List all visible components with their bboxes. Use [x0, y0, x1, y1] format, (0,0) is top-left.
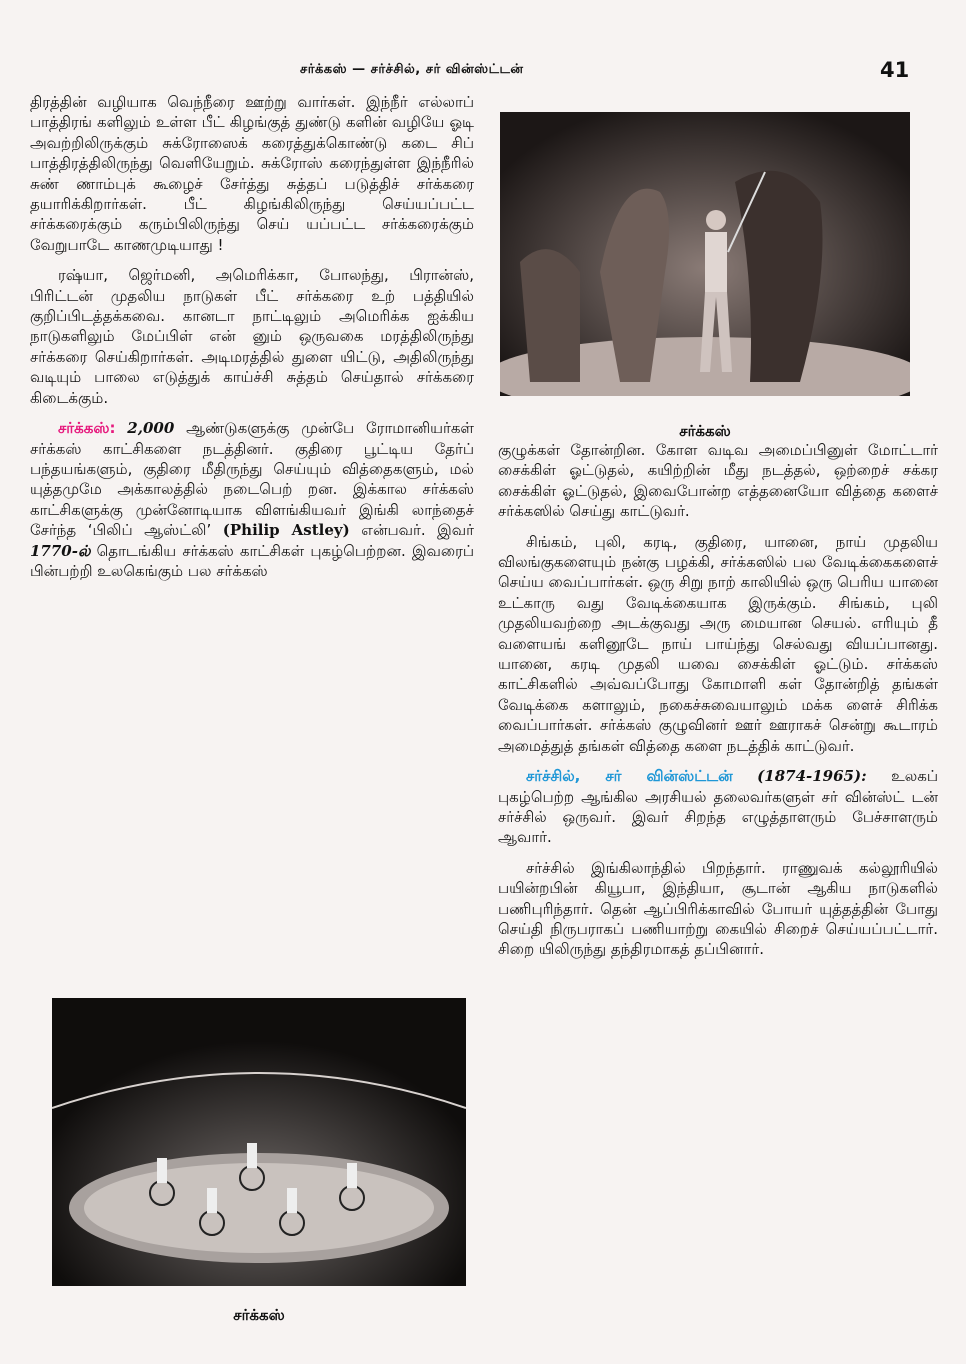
churchill-text-1: உலகப் புகழ்பெற்ற ஆங்கில அரசியல் தலைவர்களுள் சர் வின்ஸ்ட் டன் சர்ச்சில் ஒருவர். இவர் சிறந்த எழுத்தாளரும் பேச்சாளரும் ஆவார்.: [498, 767, 938, 847]
circus-text-2: என்பவர். இவர்: [361, 521, 474, 540]
circus-latin-name: (Philip Astley): [222, 521, 350, 540]
circus-year-2: 1770-ல்: [30, 541, 91, 560]
paragraph-churchill: [498, 766, 938, 848]
circus-text-3: தொடங்கிய சர்க்கஸ் காட்சிகள் புகழ்பெற்றன. இவரைப் பின்பற்றி உலகெங்கும் பல சர்க்கஸ்: [30, 541, 474, 580]
unicycle-photo-caption: சர்க்கஸ்: [233, 1306, 285, 1324]
paragraph-circus: [30, 418, 474, 581]
unicycle-circus-photo: [52, 998, 466, 1286]
paragraph-sugar-extraction: திரத்தின் வழியாக வெந்நீரை ஊற்று வார்கள். இந்நீர் எல்லாப் பாத்திரங் களிலும் உள்ள பீட் கிழங்குத் துண்டு களின் வழியே ஓடி அவற்றிலிருக்கும் சுக்ரோஸைக் கரைத்துக்கொண்டு கடை சிப் பாத்திரத்திலிருந்து வெளியேறும். சுக்ரோஸ் கரைந்துள்ள இந்நீரில் சுண் ணாம்புக் கூழைச் சேர்த்து சுத்தப் படுத்திச் சர்க்கரை தயாரிக்கிறார்கள். பீட் கிழங்கிலிருந்து செய்யப்பட்ட சர்க்கரைக்கும் கரும்பிலிருந்து செய் யப்பட்ட சர்க்கரைக்கும் வேறுபாடே காணமுடியாது !: [30, 93, 474, 254]
page-number: 41: [880, 58, 910, 82]
circus-text-1: ஆண்டுகளுக்கு முன்பே ரோமானியர்கள் சர்க்கஸ் காட்சிகளை நடத்தினர். குதிரை பூட்டிய தேர்ப் பந்தயங்களும், குதிரை மீதிருந்து செய்யும் வித்தைகளும், மல் யுத்தமுமே அக்காலத்தில் நடைபெற் றன. இக்கால சர்க்கஸ் காட்சிகளுக்கு முன்னோடியாக விளங்கியவர் இங்கி லாந்தைச் சேர்ந்த ‘பிலிப் ஆஸ்ட்லி’: [30, 419, 474, 540]
circus-heading: சர்க்கஸ்:: [58, 419, 116, 438]
churchill-years: (1874-1965):: [757, 767, 867, 786]
lion-photo-caption: சர்க்கஸ்: [679, 422, 731, 440]
left-column: [30, 92, 474, 591]
lion-tamer-photo: [500, 112, 910, 396]
paragraph-sugar-countries: ரஷ்யா, ஜெர்மனி, அமெரிக்கா, போலந்து, பிரான்ஸ், பிரிட்டன் முதலிய நாடுகள் பீட் சர்க்கரை உற் பத்தியில் குறிப்பிடத்தக்கவை. கானடா நாட்டிலும் அமெரிக்க ஐக்கிய நாடுகளிலும் மேப்பிள் என் னும் ஒருவகை மரத்திலிருந்து சர்க்கரை செய்கிறார்கள். அடிமரத்தில் துளை யிட்டு, அதிலிருந்து வடியும் பாலை எடுத்துக் காய்ச்சி சுத்தம் செய்தால் சர்க்கரை கிடைக்கும்.: [30, 266, 474, 407]
churchill-heading: சர்ச்சில், சர் வின்ஸ்ட்டன்: [526, 767, 733, 786]
paragraph-churchill-life: சர்ச்சில் இங்கிலாந்தில் பிறந்தார். ராணுவக் கல்லூரியில் பயின்றபின் கியூபா, இந்தியா, சூடான் ஆகிய நாடுகளில் பணிபுரிந்தார். தென் ஆப்பிரிக்காவில் போயர் யுத்தத்தின் போது செய்தி நிருபராகப் பணியாற்று கையில் சிறைச் செய்யப்பட்டார். சிறை யிலிருந்து தந்திரமாகத் தப்பினார்.: [498, 858, 938, 959]
running-title: சர்க்கஸ் — சர்ச்சில், சர் வின்ஸ்ட்டன்: [300, 62, 524, 77]
page-header: [0, 58, 966, 88]
right-column: [498, 440, 938, 970]
paragraph-circus-acts: குழுக்கள் தோன்றின. கோள வடிவ அமைப்பினுள் மோட்டார் சைக்கிள் ஓட்டுதல், கயிற்றின் மீது நடத்தல், ஒற்றைச் சக்கர சைக்கிள் ஓட்டுதல், இவைபோன்ற எத்தனையோ வித்தை களைச் சர்க்கஸில் செய்து காட்டுவர்.: [498, 441, 938, 521]
paragraph-circus-animals: சிங்கம், புலி, கரடி, குதிரை, யானை, நாய் முதலிய விலங்குகளையும் நன்கு பழக்கி, சர்க்கஸில் பல வேடிக்கைகளைச் செய்ய வைப்பார்கள். ஒரு சிறு நாற் காலியில் ஒரு பெரிய யானை உட்காரு வது வேடிக்கையாக இருக்கும். சிங்கம், புலி முதலியவற்றை அடக்குவது அரு மையான செயல். எரியும் தீ வளையங் களினூடே நாய் பாய்ந்து செல்வது வியப்பானது. யானை, கரடி முதலி யவை சைக்கிள் ஓட்டும். சர்க்கஸ் காட்சிகளில் அவ்வப்போது கோமாளி கள் தோன்றித் தங்கள் வேடிக்கை களாலும், நகைச்சுவையாலும் மக்க ளைச் சிரிக்க வைப்பார்கள். சர்க்கஸ் குழுவினர் ஊர் ஊராகச் சென்று கூடாரம் அமைத்துத் தங்கள் வித்தை களை நடத்திக் காட்டுவர்.: [498, 532, 938, 755]
circus-year: 2,000: [127, 419, 175, 438]
